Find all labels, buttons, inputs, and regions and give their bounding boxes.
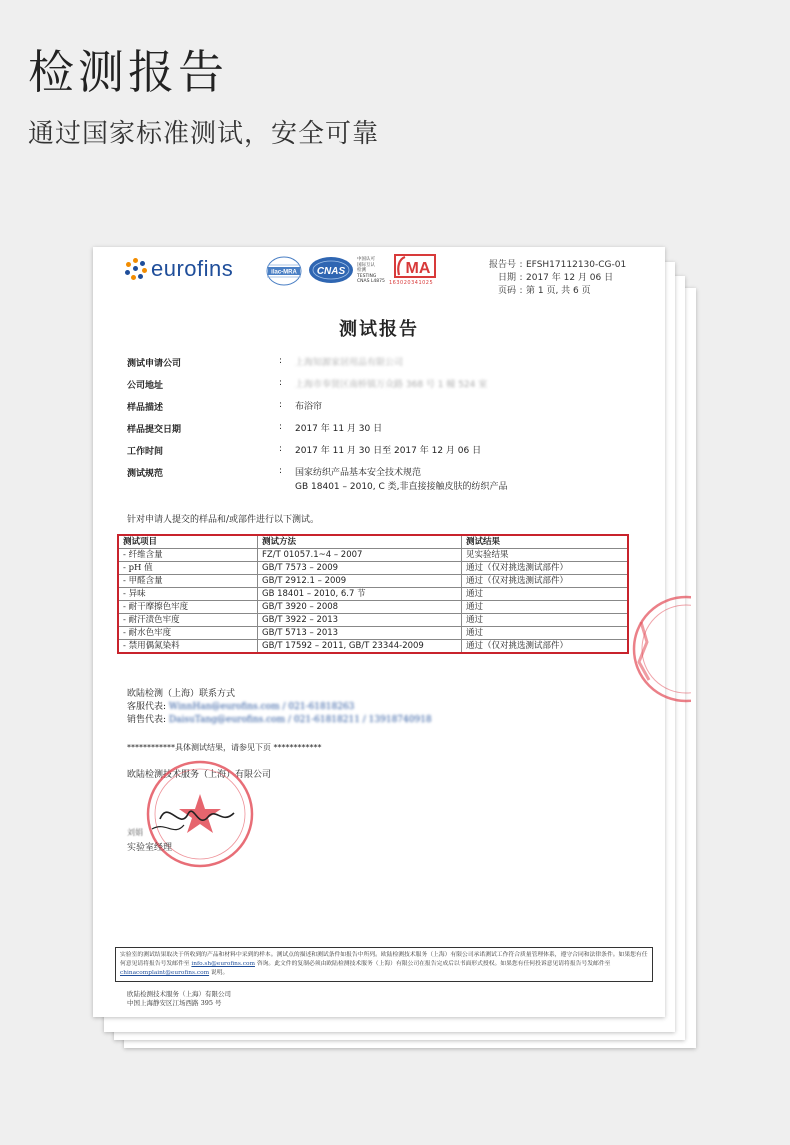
table-row: - 纤维含量 FZ/T 01057.1~4 – 2007 见实验结果 xyxy=(118,549,628,562)
eurofins-logo xyxy=(125,257,233,281)
contact-block xyxy=(127,688,432,727)
intro-text: 针对申请人提交的样品和/或部件进行以下测试。 xyxy=(127,515,320,525)
info-row-sample: 样品描述 : 布浴帘 xyxy=(127,400,323,413)
svg-text:CNAS: CNAS xyxy=(316,266,346,277)
signer-role: 实验室经理 xyxy=(127,843,173,853)
meta-page: 页码 : 第 1 页, 共 6 页 xyxy=(497,286,591,296)
info-row-submit-date: 样品提交日期 : 2017 年 11 月 30 日 xyxy=(127,422,383,435)
eurofins-logo-icon xyxy=(125,258,147,280)
meta-report-no: 报告号 : EFSH17112130-CG-01 xyxy=(488,260,627,270)
table-row: - 耐干摩擦色牢度 GB/T 3920 – 2008 通过 xyxy=(118,601,628,614)
company-name: 欧陆检测技术服务（上海）有限公司 xyxy=(127,770,272,780)
contact-sales: 销售代表: DaisuTang@eurofins.com / 021-61818211 / 13918740918 xyxy=(127,715,432,725)
table-row: - 耐水色牢度 GB/T 5713 – 2013 通过 xyxy=(118,627,628,640)
cma-number: 163020341025 xyxy=(389,280,434,286)
page-title: 检测报告 xyxy=(28,45,228,99)
info-row-standard: 测试规范 : 国家纺织产品基本安全技术规范 GB 18401 – 2010, C 类,非直接接触皮肤的纺织产品 xyxy=(127,466,508,492)
eurofins-logo-text: eurofins xyxy=(151,256,234,281)
signer-name: 刘娟 xyxy=(127,828,143,837)
contact-cs: 客服代表: WinnHan@eurofins.com / 021-61818263 xyxy=(127,702,355,712)
cnas-caption: 中国认可 国际互认 检测 TESTING CNAS L4875 xyxy=(357,257,385,284)
report-meta xyxy=(480,259,626,298)
results-notice: ************具体测试结果，请参见下页 ************ xyxy=(127,743,322,752)
svg-text:ilac-MRA: ilac-MRA xyxy=(271,269,297,276)
cnas-icon xyxy=(307,255,355,285)
svg-text:MA: MA xyxy=(405,260,431,277)
report-footer: 欧陆检测技术服务（上海）有限公司 中国上海静安区江场西路 395 号 xyxy=(127,990,231,1007)
complaint-email-link[interactable]: chinacomplaint@eurofins.com xyxy=(120,970,210,976)
table-row: - 甲醛含量 GB/T 2912.1 – 2009 通过（仅对挑选测试部件） xyxy=(118,575,628,588)
disclaimer-email-link[interactable]: info.sh@eurofins.com xyxy=(191,961,255,967)
report-title: 测试报告 xyxy=(339,319,419,340)
table-row: - 禁用偶氮染料 GB/T 17592 – 2011, GB/T 23344-2009 通过（仅对挑选测试部件） xyxy=(118,640,628,654)
table-row: - 耐汗渍色牢度 GB/T 3922 – 2013 通过 xyxy=(118,614,628,627)
report-document xyxy=(93,247,665,1017)
table-row: - 异味 GB 18401 – 2010, 6.7 节 通过 xyxy=(118,588,628,601)
contact-title: 欧陆检测（上海）联系方式 xyxy=(127,689,236,699)
table-row: - pH 值 GB/T 7573 – 2009 通过（仅对挑选测试部件） xyxy=(118,562,628,575)
edge-seal-stamp xyxy=(621,592,691,707)
disclaimer-box: 实验室的测试结果取决于所收到的产品和材料中采到的样本。测试点的描述和测试条件如报告中所列。欧陆检测技术服务（上海）有限公司承诺测试工作符合质量管理体系，遵守合同和法律条件。如果您有任何意见请将报告号发邮件至 info.sh@eurofins.com 咨询。此文件的复制必须由欧陆检测技术服务（上海）有限公司在报告完成后以书面形式授权。如果您有任何投诉意见请将报告号发邮件至 chinacomplaint@eurofins.com 说明。 xyxy=(115,947,653,982)
info-row-work-time: 工作时间 : 2017 年 11 月 30 日至 2017 年 12 月 06 日 xyxy=(127,444,482,457)
results-table xyxy=(117,534,629,654)
meta-date: 日期 : 2017 年 12 月 06 日 xyxy=(497,273,614,283)
info-row-applicant: 测试申请公司 : 上海知源家居用品有限公司 xyxy=(127,356,404,369)
page-subtitle: 通过国家标准测试，安全可靠 xyxy=(28,119,380,149)
table-header-row: 测试项目 测试方法 测试结果 xyxy=(118,535,628,549)
info-row-address: 公司地址 : 上海市奉贤区南桥镇万众路 368 号 1 幢 524 室 xyxy=(127,378,488,391)
report-info xyxy=(127,352,647,498)
ilac-mra-icon xyxy=(265,255,303,287)
